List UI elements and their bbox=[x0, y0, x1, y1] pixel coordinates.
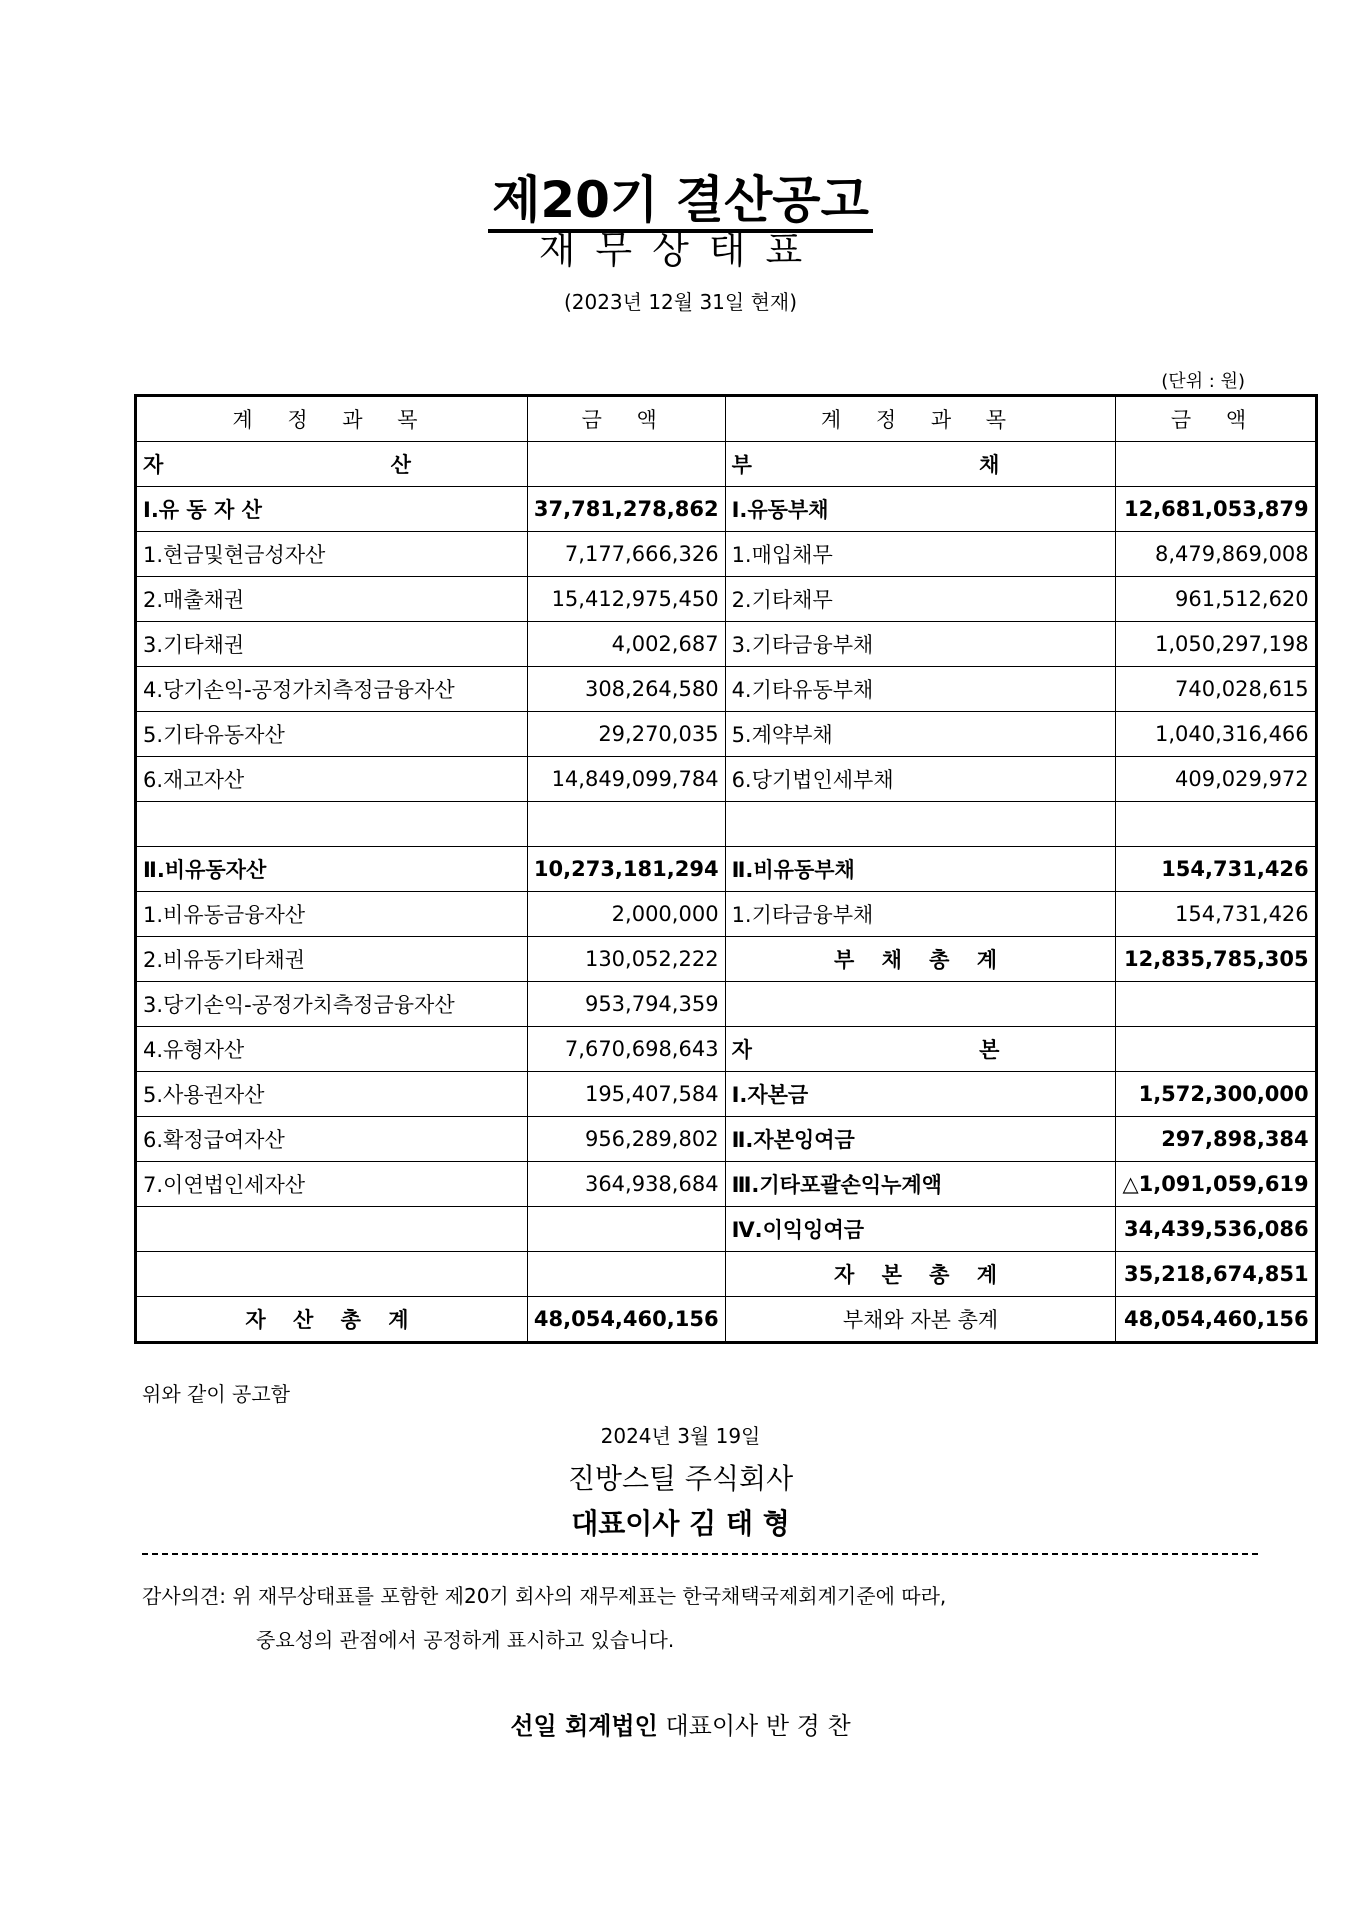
as-of-date: (2023년 12월 31일 현재) bbox=[563, 290, 798, 314]
account-label: 2.비유동기타채권 bbox=[136, 937, 528, 982]
amount-value: 130,052,222 bbox=[527, 937, 725, 982]
amount-value: 4,002,687 bbox=[527, 622, 725, 667]
ceo-name: 대표이사 김 태 형 bbox=[571, 1507, 790, 1540]
cell-empty bbox=[136, 1207, 528, 1252]
amount-value: 409,029,972 bbox=[1116, 757, 1316, 802]
header-account-left: 계 정 과 목 bbox=[136, 396, 528, 442]
account-label: 6.재고자산 bbox=[136, 757, 528, 802]
table-row bbox=[136, 1072, 1317, 1117]
cell-empty bbox=[527, 1207, 725, 1252]
table-row bbox=[136, 487, 1317, 532]
amount-value: 7,670,698,643 bbox=[527, 1027, 725, 1072]
account-label: Ⅲ.기타포괄손익누계액 bbox=[725, 1162, 1116, 1207]
amount-value: 195,407,584 bbox=[527, 1072, 725, 1117]
divider bbox=[142, 1553, 1258, 1555]
table-row bbox=[136, 1027, 1317, 1072]
table-total-row bbox=[136, 1297, 1317, 1343]
table-row-blank bbox=[136, 802, 1317, 847]
cell-empty bbox=[527, 442, 725, 487]
amount-value: 364,938,684 bbox=[527, 1162, 725, 1207]
amount-value: 961,512,620 bbox=[1116, 577, 1316, 622]
table-row bbox=[136, 1252, 1317, 1297]
account-label: 1.매입채무 bbox=[725, 532, 1116, 577]
amount-value: 1,040,316,466 bbox=[1116, 712, 1316, 757]
amount-value: 14,849,099,784 bbox=[527, 757, 725, 802]
table-row bbox=[136, 1162, 1317, 1207]
total-assets-value: 48,054,460,156 bbox=[527, 1297, 725, 1343]
table-row bbox=[136, 577, 1317, 622]
statement-title: 재무상태표 bbox=[538, 228, 823, 272]
account-label: 1.현금및현금성자산 bbox=[136, 532, 528, 577]
amount-value: 1,050,297,198 bbox=[1116, 622, 1316, 667]
amount-value: 154,731,426 bbox=[1116, 892, 1316, 937]
table-row bbox=[136, 1207, 1317, 1252]
table-row bbox=[136, 442, 1317, 487]
header-amount-right: 금 액 bbox=[1116, 396, 1316, 442]
cell-empty bbox=[527, 1252, 725, 1297]
table-row bbox=[136, 892, 1317, 937]
amount-value: △1,091,059,619 bbox=[1116, 1162, 1316, 1207]
amount-value: 308,264,580 bbox=[527, 667, 725, 712]
liabilities-section-label: 부 채 bbox=[725, 442, 1116, 487]
cell-empty bbox=[136, 802, 528, 847]
account-label: 5.계약부채 bbox=[725, 712, 1116, 757]
amount-value: 297,898,384 bbox=[1116, 1117, 1316, 1162]
equity-section-label: 자 본 bbox=[725, 1027, 1116, 1072]
cell-empty bbox=[136, 1252, 528, 1297]
cell-empty bbox=[1116, 982, 1316, 1027]
amount-value: 2,000,000 bbox=[527, 892, 725, 937]
account-label: 3.당기손익-공정가치측정금융자산 bbox=[136, 982, 528, 1027]
account-label: 4.당기손익-공정가치측정금융자산 bbox=[136, 667, 528, 712]
publish-date: 2024년 3월 19일 bbox=[600, 1424, 761, 1448]
cell-empty bbox=[527, 802, 725, 847]
amount-value: 956,289,802 bbox=[527, 1117, 725, 1162]
total-assets-label: 자 산 총 계 bbox=[136, 1297, 528, 1343]
total-equity-value: 35,218,674,851 bbox=[1116, 1252, 1316, 1297]
account-label: Ⅱ.비유동자산 bbox=[136, 847, 528, 892]
cell-empty bbox=[1116, 802, 1316, 847]
account-label: 4.유형자산 bbox=[136, 1027, 528, 1072]
amount-value: 7,177,666,326 bbox=[527, 532, 725, 577]
table-row bbox=[136, 532, 1317, 577]
audit-firm-representative: 대표이사 반 경 찬 bbox=[665, 1712, 851, 1740]
table-row bbox=[136, 667, 1317, 712]
amount-value: 29,270,035 bbox=[527, 712, 725, 757]
amount-value: 154,731,426 bbox=[1116, 847, 1316, 892]
balance-sheet-table bbox=[134, 394, 1318, 1344]
account-label: Ⅰ.유동부채 bbox=[725, 487, 1116, 532]
table-row bbox=[136, 622, 1317, 667]
account-label: 6.당기법인세부채 bbox=[725, 757, 1116, 802]
unit-label: (단위 : 원) bbox=[1161, 371, 1245, 392]
account-label: 3.기타채권 bbox=[136, 622, 528, 667]
table-row bbox=[136, 1117, 1317, 1162]
table-row bbox=[136, 937, 1317, 982]
cell-empty bbox=[725, 982, 1116, 1027]
amount-value: 1,572,300,000 bbox=[1116, 1072, 1316, 1117]
amount-value: 740,028,615 bbox=[1116, 667, 1316, 712]
amount-value: 12,681,053,879 bbox=[1116, 487, 1316, 532]
total-liabilities-value: 12,835,785,305 bbox=[1116, 937, 1316, 982]
account-label: 6.확정급여자산 bbox=[136, 1117, 528, 1162]
amount-value: 37,781,278,862 bbox=[527, 487, 725, 532]
total-liabilities-equity-value: 48,054,460,156 bbox=[1116, 1297, 1316, 1343]
table-row bbox=[136, 757, 1317, 802]
account-label: Ⅱ.자본잉여금 bbox=[725, 1117, 1116, 1162]
assets-section-label: 자 산 bbox=[136, 442, 528, 487]
table-row bbox=[136, 712, 1317, 757]
account-label: Ⅰ.유 동 자 산 bbox=[136, 487, 528, 532]
amount-value: 15,412,975,450 bbox=[527, 577, 725, 622]
audit-opinion-line2: 중요성의 관점에서 공정하게 표시하고 있습니다. bbox=[256, 1628, 675, 1652]
account-label: 4.기타유동부채 bbox=[725, 667, 1116, 712]
audit-firm-name: 선일 회계법인 bbox=[510, 1712, 658, 1740]
header-account-right: 계 정 과 목 bbox=[725, 396, 1116, 442]
notice-statement: 위와 같이 공고함 bbox=[142, 1382, 290, 1406]
amount-value: 8,479,869,008 bbox=[1116, 532, 1316, 577]
company-name: 진방스틸 주식회사 bbox=[567, 1462, 794, 1495]
table-row bbox=[136, 847, 1317, 892]
amount-value: 34,439,536,086 bbox=[1116, 1207, 1316, 1252]
total-liabilities-label: 부 채 총 계 bbox=[725, 937, 1116, 982]
amount-value: 953,794,359 bbox=[527, 982, 725, 1027]
account-label: 1.비유동금융자산 bbox=[136, 892, 528, 937]
notice-title: 제20기 결산공고 bbox=[0, 172, 1361, 228]
account-label: 2.매출채권 bbox=[136, 577, 528, 622]
auditor-signature bbox=[0, 1706, 1361, 1741]
audit-opinion-line1: 감사의견: 위 재무상태표를 포함한 제20기 회사의 재무제표는 한국채택국제회계기준에 따라, bbox=[142, 1584, 947, 1608]
cell-empty bbox=[1116, 1027, 1316, 1072]
account-label: 5.사용권자산 bbox=[136, 1072, 528, 1117]
account-label: 3.기타금융부채 bbox=[725, 622, 1116, 667]
account-label: Ⅳ.이익잉여금 bbox=[725, 1207, 1116, 1252]
cell-empty bbox=[1116, 442, 1316, 487]
table-row bbox=[136, 982, 1317, 1027]
account-label: 7.이연법인세자산 bbox=[136, 1162, 528, 1207]
account-label: Ⅱ.비유동부채 bbox=[725, 847, 1116, 892]
cell-empty bbox=[725, 802, 1116, 847]
amount-value: 10,273,181,294 bbox=[527, 847, 725, 892]
total-equity-label: 자 본 총 계 bbox=[725, 1252, 1116, 1297]
account-label: 2.기타채무 bbox=[725, 577, 1116, 622]
account-label: Ⅰ.자본금 bbox=[725, 1072, 1116, 1117]
total-liabilities-equity-label: 부채와 자본 총계 bbox=[725, 1297, 1116, 1343]
table-header-row bbox=[136, 396, 1317, 442]
account-label: 1.기타금융부채 bbox=[725, 892, 1116, 937]
header-amount-left: 금 액 bbox=[527, 396, 725, 442]
account-label: 5.기타유동자산 bbox=[136, 712, 528, 757]
